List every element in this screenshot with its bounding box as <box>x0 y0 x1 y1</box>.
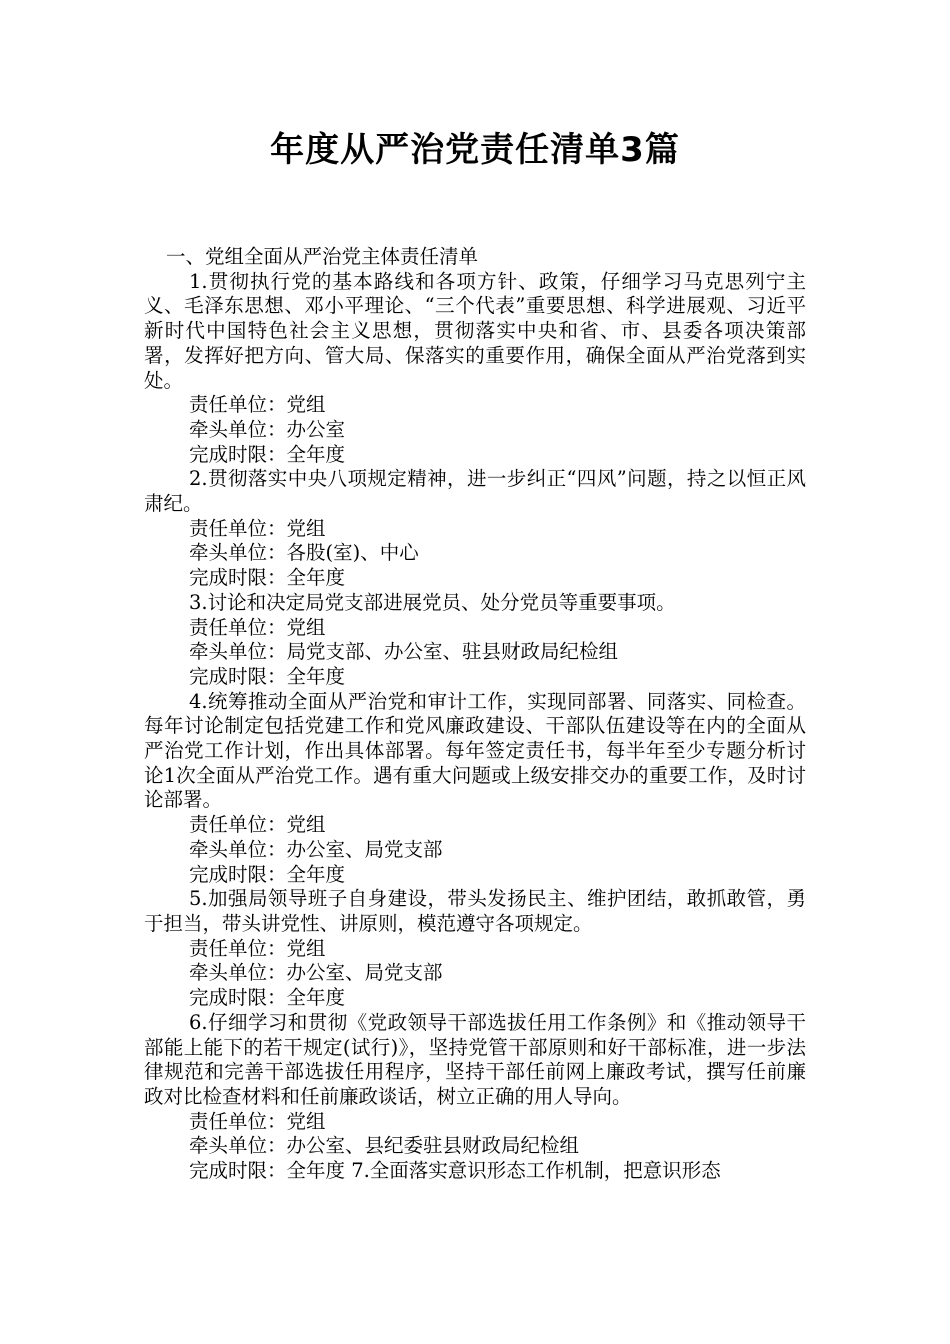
item-2-lead: 牵头单位：各股(室)、中心 <box>189 541 419 565</box>
item-4-lead: 牵头单位：办公室、局党支部 <box>189 837 443 861</box>
item-4-deadline: 完成时限：全年度 <box>189 862 346 886</box>
item-4-responsible: 责任单位：党组 <box>189 813 326 837</box>
document-title: 年度从严治党责任清单3篇 <box>270 130 680 170</box>
item-4-text: 4.统筹推动全面从严治党和审计工作，实现同部署、同落实、同检查。每年讨论制定包括党建工作和党风廉政建设、干部队伍建设等在内的全面从严治党工作计划，作出具体部署。每年签定责任书，每半年至少专题分析讨论1次全面从严治党工作。遇有重大问题或上级安排交办的重要工作，及时讨论部署。 <box>144 689 806 812</box>
item-1-responsible: 责任单位：党组 <box>189 393 326 417</box>
item-3-lead: 牵头单位：局党支部、办公室、驻县财政局纪检组 <box>189 640 619 664</box>
item-6-text: 6.仔细学习和贯彻《党政领导干部选拔任用工作条例》和《推动领导干部能上能下的若干规定(试行)》，坚持党管干部原则和好干部标准，进一步法律规范和完善干部选拔任用程序，坚持干部任前网上廉政考试，撰写任前廉政对比检查材料和任前廉政谈话，树立正确的用人导向。 <box>144 1010 806 1108</box>
item-2-deadline: 完成时限：全年度 <box>189 566 346 590</box>
document-body <box>144 245 806 1184</box>
item-5-lead: 牵头单位：办公室、局党支部 <box>189 961 443 985</box>
item-1-deadline: 完成时限：全年度 <box>189 442 346 466</box>
item-1-text: 1.贯彻执行党的基本路线和各项方针、政策，仔细学习马克思列宁主义、毛泽东思想、邓小平理论、“三个代表”重要思想、科学进展观、习近平新时代中国特色社会主义思想，贯彻落实中央和省、市、县委各项决策部署，发挥好把方向、管大局、保落实的重要作用，确保全面从严治党落到实处。 <box>144 269 806 392</box>
item-3-deadline: 完成时限：全年度 <box>189 664 346 688</box>
item-2-text: 2.贯彻落实中央八项规定精神，进一步纠正“四风”问题，持之以恒正风肃纪。 <box>144 467 806 516</box>
item-5-responsible: 责任单位：党组 <box>189 936 326 960</box>
item-5-deadline: 完成时限：全年度 <box>189 986 346 1010</box>
item-6-responsible: 责任单位：党组 <box>189 1109 326 1133</box>
item-5-text: 5.加强局领导班子自身建设，带头发扬民主、维护团结，敢抓敢管，勇于担当，带头讲党性、讲原则，模范遵守各项规定。 <box>144 887 806 935</box>
item-3-text: 3.讨论和决定局党支部进展党员、处分党员等重要事项。 <box>189 590 676 614</box>
item-6-deadline: 完成时限：全年度 7.全面落实意识形态工作机制，把意识形态 <box>189 1159 721 1183</box>
item-1-lead: 牵头单位：办公室 <box>189 417 346 441</box>
item-6-lead: 牵头单位：办公室、县纪委驻县财政局纪检组 <box>189 1134 580 1158</box>
section-heading: 一、党组全面从严治党主体责任清单 <box>166 245 479 268</box>
item-3-responsible: 责任单位：党组 <box>189 615 326 639</box>
item-2-responsible: 责任单位：党组 <box>189 516 326 540</box>
